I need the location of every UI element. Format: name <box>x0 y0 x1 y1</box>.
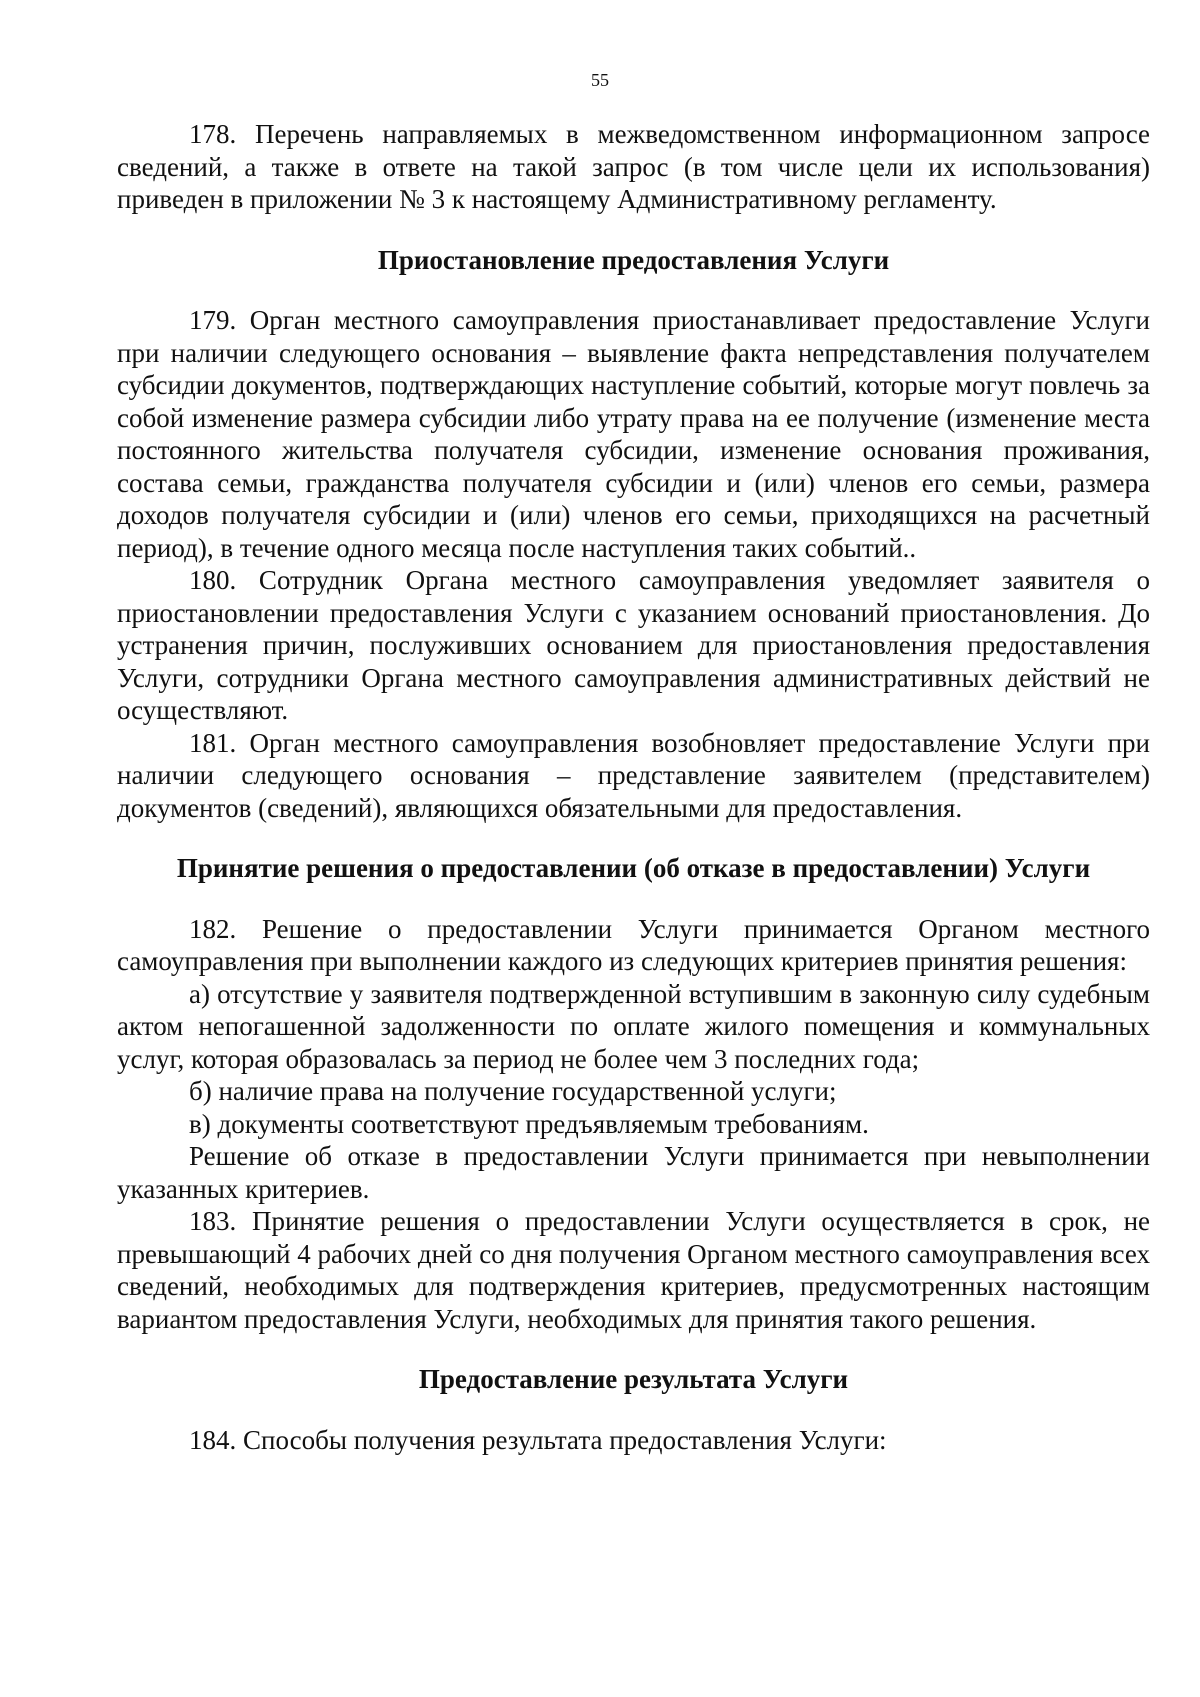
criterion-b: б) наличие права на получение государственной услуги; <box>189 1076 837 1106</box>
document-body <box>117 118 1150 1456</box>
paragraph-180: 180. Сотрудник Органа местного самоуправления уведомляет заявителя о приостановлении предоставления Услуги с указанием оснований приостановления. До устранения причин, послуживших основанием для приостановления предоставления Услуги, сотрудники Органа местного самоуправления административных действий не осуществляют. <box>117 565 1150 725</box>
paragraph-182: 182. Решение о предоставлении Услуги принимается Органом местного самоуправления при выполнении каждого из следующих критериев принятия решения: <box>117 913 1150 976</box>
paragraph-178: 178. Перечень направляемых в межведомственном информационном запросе сведений, а также в ответе на такой запрос (в том числе цели их использования) приведен в приложении № 3 к настоящему Административному регламенту. <box>117 119 1150 214</box>
section-heading-result: Предоставление результата Услуги <box>418 1364 849 1394</box>
paragraph-183: 183. Принятие решения о предоставлении Услуги осуществляется в срок, не превышающий 4 рабочих дней со дня получения Органом местного самоуправления всех сведений, необходимых для подтверждения критериев, предусмотренных настоящим вариантом предоставления Услуги, необходимых для принятия такого решения. <box>117 1206 1150 1334</box>
criterion-c: в) документы соответствуют предъявляемым требованиям. <box>189 1108 869 1139</box>
criterion-a: а) отсутствие у заявителя подтвержденной вступившим в законную силу судебным актом непогашенной задолженности по оплате жилого помещения и коммунальных услуг, которая образовалась за период не более чем 3 последних года; <box>117 978 1150 1074</box>
section-heading-decision: Принятие решения о предоставлении (об отказе в предоставлении) Услуги <box>176 853 1091 883</box>
paragraph-184: 184. Способы получения результата предоставления Услуги: <box>189 1424 887 1455</box>
section-heading-suspension: Приостановление предоставления Услуги <box>377 244 890 275</box>
paragraph-refusal: Решение об отказе в предоставлении Услуги принимается при невыполнении указанных критериев. <box>117 1141 1150 1204</box>
page-number: 55 <box>591 70 609 90</box>
paragraph-181: 181. Орган местного самоуправления возобновляет предоставление Услуги при наличии следующего основания – представление заявителем (представителем) документов (сведений), являющихся обязательными для предоставления. <box>117 727 1150 823</box>
paragraph-179: 179. Орган местного самоуправления приостанавливает предоставление Услуги при наличии следующего основания – выявление факта непредставления получателем субсидии документов, подтверждающих наступление событий, которые могут повлечь за собой изменение размера субсидии либо утрату права на ее получение (изменение места постоянного жительства получателя субсидии, изменение основания проживания, состава семьи, гражданства получателя субсидии и (или) членов его семьи, размера доходов получателя субсидии и (или) членов его семьи, приходящихся на расчетный период), в течение одного месяца после наступления таких событий.. <box>117 305 1150 563</box>
